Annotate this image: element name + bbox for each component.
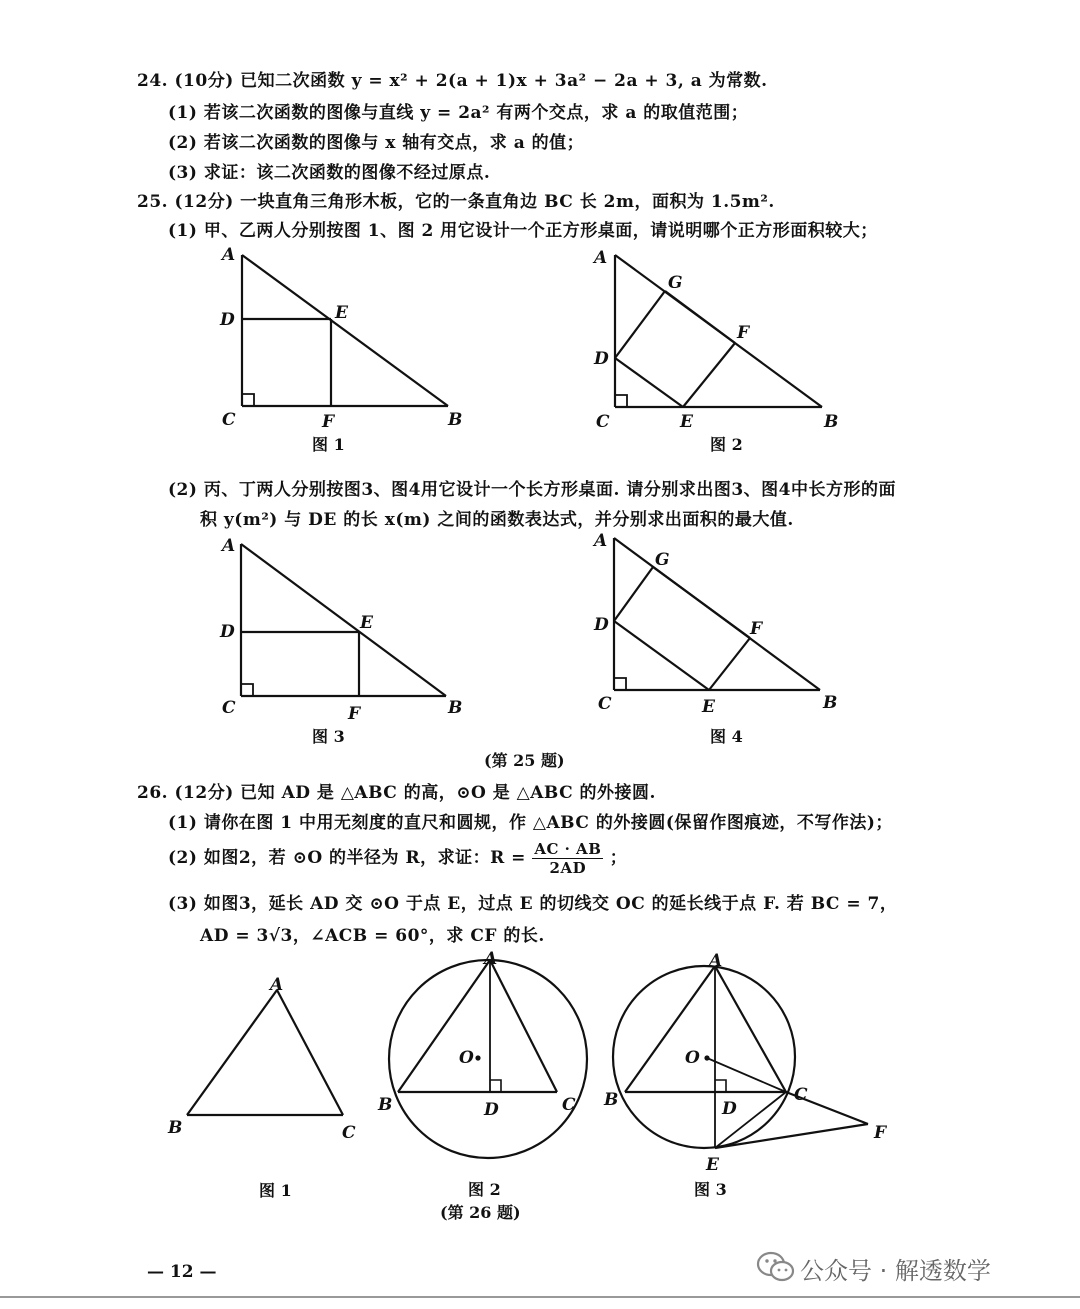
q25-fig4-label-B: B [823, 693, 838, 713]
q25-fig4-caption: 图 4 [710, 727, 743, 746]
q26-fig3-center-dot [704, 1055, 709, 1060]
q26-fig3-label-O: O [685, 1048, 700, 1068]
q26-part1: (1) 请你在图 1 中用无刻度的直尺和圆规，作 △ABC 的外接圆(保留作图痕迹，不写作法)； [168, 813, 893, 833]
q25-fig3-label-B: B [448, 698, 463, 718]
q25-fig1-label-D: D [220, 310, 235, 330]
q25-fig1-label-F: F [322, 412, 335, 432]
q25-part1: (1) 甲、乙两人分别按图 1、图 2 用它设计一个正方形桌面，请说明哪个正方形面积较大； [168, 221, 878, 241]
q25-fig1-label-B: B [448, 410, 463, 430]
q26-part2-end: ； [609, 848, 628, 868]
q25-fig2-label-D: D [594, 349, 609, 369]
q24-part3: (3) 求证：该二次函数的图像不经过原点. [168, 163, 491, 183]
q25-fig4-label-C: C [598, 694, 612, 714]
q25-fig3-label-D: D [220, 622, 235, 642]
q25-fig1-label-C: C [222, 410, 236, 430]
q26-part3-line1: (3) 如图3，延长 AD 交 ⊙O 于点 E，过点 E 的切线交 OC 的延长线于点 F. 若 BC = 7， [168, 894, 898, 914]
q25-stem: 25. (12分) 一块直角三角形木板，它的一条直角边 BC 长 2m，面积为 1.5m². [137, 192, 775, 212]
q24-stem: 24. (10分) 已知二次函数 y = x² + 2(a + 1)x + 3a² − 2a + 3, a 为常数. [137, 71, 768, 91]
q25-caption: (第 25 题) [484, 751, 565, 770]
q26-fig2-diagram [389, 960, 587, 1158]
q26-fig3-label-A: A [709, 951, 723, 971]
q25-fig1-label-E: E [335, 303, 348, 323]
q25-fig2-label-C: C [596, 412, 610, 432]
q26-fig3-label-F: F [874, 1123, 887, 1143]
q26-fig3-label-D: D [722, 1099, 737, 1119]
q25-fig2-label-G: G [668, 273, 683, 293]
q26-fig2-label-C: C [562, 1095, 576, 1115]
q26-part2-text: (2) 如图2，若 ⊙O 的半径为 R，求证：R = [168, 848, 526, 868]
q26-fig2-label-B: B [378, 1095, 393, 1115]
q25-fig2-label-E: E [680, 412, 693, 432]
q25-fig4-label-A: A [594, 531, 608, 551]
q25-fig2-label-A: A [594, 248, 608, 268]
wechat-icon [756, 1250, 796, 1284]
q25-fig3-caption: 图 3 [312, 727, 345, 746]
q26-fig3-diagram [613, 966, 868, 1148]
q26-fig2-label-A: A [484, 949, 498, 969]
q25-fig4-label-F: F [750, 619, 763, 639]
q25-fig2-label-B: B [824, 412, 839, 432]
q26-stem: 26. (12分) 已知 AD 是 △ABC 的高，⊙O 是 △ABC 的外接圆. [137, 783, 656, 803]
q26-fig1-label-C: C [342, 1123, 356, 1143]
q26-fig2-label-D: D [484, 1100, 499, 1120]
q25-part2-line2: 积 y(m²) 与 DE 的长 x(m) 之间的函数表达式，并分别求出面积的最大值. [200, 510, 794, 530]
q26-fig3-label-C: C [794, 1085, 808, 1105]
q26-fig3-label-B: B [604, 1090, 619, 1110]
q25-fig1-label-A: A [222, 245, 236, 265]
q26-fig1-triangle [187, 990, 343, 1115]
q25-fig1-caption: 图 1 [312, 435, 345, 454]
page-number: — 12 — [147, 1262, 217, 1282]
q26-fig1-caption: 图 1 [259, 1181, 292, 1200]
watermark-text: 公众号 · 解透数学 [800, 1257, 991, 1285]
q25-fig3-label-A: A [222, 536, 236, 556]
q26-fig2-center-dot [475, 1055, 480, 1060]
q25-fig3-label-F: F [348, 704, 361, 724]
q25-part2-line1: (2) 丙、丁两人分别按图3、图4用它设计一个长方形桌面. 请分别求出图3、图4中长方形的面 [168, 480, 896, 500]
q26-fig1-label-B: B [168, 1118, 183, 1138]
q26-fraction-denominator: 2AD [549, 859, 587, 877]
q25-fig4-label-G: G [655, 550, 670, 570]
q26-fraction-numerator: AC · AB [534, 840, 602, 858]
q26-fig3-label-E: E [706, 1155, 719, 1175]
q25-fig4-label-E: E [702, 697, 715, 717]
q25-fig3-label-C: C [222, 698, 236, 718]
q26-fig1-label-A: A [270, 975, 284, 995]
q26-caption: (第 26 题) [440, 1203, 521, 1222]
q26-fig2-label-O: O [459, 1048, 474, 1068]
q25-fig3-label-E: E [360, 613, 373, 633]
q25-fig2-label-F: F [737, 323, 750, 343]
page-bottom-border [0, 1296, 1080, 1298]
q26-part3-line2: AD = 3√3，∠ACB = 60°，求 CF 的长. [200, 926, 545, 946]
watermark [756, 1248, 1056, 1288]
q25-fig4-label-D: D [594, 615, 609, 635]
q24-part1: (1) 若该二次函数的图像与直线 y = 2a² 有两个交点，求 a 的取值范围； [168, 103, 749, 123]
q24-part2: (2) 若该二次函数的图像与 x 轴有交点，求 a 的值； [168, 133, 585, 153]
q26-fig2-caption: 图 2 [468, 1180, 501, 1199]
q26-fig3-caption: 图 3 [694, 1180, 727, 1199]
q25-fig2-caption: 图 2 [710, 435, 743, 454]
